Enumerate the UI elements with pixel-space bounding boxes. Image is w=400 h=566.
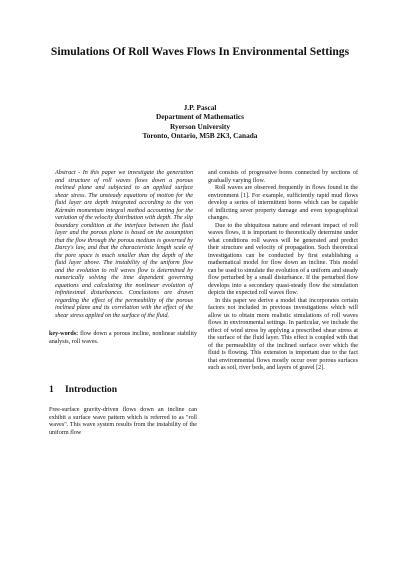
body-paragraph: and consists of progressive bores connected by sections of gradually varying flow.	[208, 170, 358, 184]
author-name: J.P. Pascal	[183, 103, 217, 112]
abstract: Abstract - In this paper we investigate the generation and structure of roll waves flows down a porous inclined plane and subjected to an applied surface shear stress. The unsteady equations of motion for the fluid layer are depth integrated according to the von Kármán momentum integral method accounting for the variation of the velocity distribution with depth. The slip boundary condition at the interface between the fluid layer and the porous plane is based on the assumption that the flow through the porous medium is governed by Darcy's law, and that the characteristic length scale of the pore space is much smaller than the depth of the fluid layer above. The instability of the uniform flow and the evolution to roll waves flow is determined by numerically solving the time dependent governing equations and calculating the nonlinear evolution of infinitesimal disturbances. Conclusions are drawn regarding the effect of the permeability of the porous inclined plane and its correlation with the effect of the shear stress applied on the surface of the fluid.	[55, 170, 193, 319]
paper-title: Simulations Of Roll Waves Flows In Environmental Settings	[50, 45, 350, 58]
section-heading	[49, 384, 197, 395]
author-department: Department of Mathematics	[156, 112, 244, 122]
body-paragraph: Due to the ubiquitous nature and relevant impact of roll waves flows, it is important to theoretically determine under what conditions roll waves will be generated and predict their structure and velocity of propagation. Such theoretical investigations can be conducted by first establishing a mathematical model for flow down an incline. This model can be used to simulate the evolution of a uniform and steady flow perturbed by a small disturbance. If the perturbed flow develops into a secondary quasi-steady flow the simulation depicts the expected roll waves flow.	[208, 222, 358, 297]
intro-paragraph: Free-surface gravity-driven flows down an incline can exhibit a surface wave pattern which is referred to as "roll waves". This wave system results from the instability of the uniform flow	[49, 407, 197, 436]
right-column	[208, 170, 358, 373]
body-paragraph: In this paper we derive a model that incorporates certain factors not included in previous investigations which will allow us to obtain more realistic simulations of roll waves flows in environmental settings. In particular, we include the effect of wind stress by applying a prescribed shear stress at the surface of the fluid layer. This effect is coupled with that of the permeability of the inclined surface over which the fluid is flowing. This extension is important due to the fact that environmental flows mostly occur over porous surfaces such as soil, river beds, and layers of gravel [2].	[208, 297, 358, 372]
author-university: Ryerson University	[170, 121, 230, 131]
body-paragraph: Roll waves are observed frequently in flows found in the environment [1]. For example, sufficiently rapid mud flows develop a series of intermittent bores which can be capable of inflicting sever property damage and even topographical changes.	[208, 185, 358, 222]
author-block	[60, 103, 340, 141]
keywords	[49, 331, 197, 346]
author-address: Toronto, Ontario, M5B 2K3, Canada	[142, 131, 258, 141]
keywords-label: key-words:	[49, 331, 79, 338]
section-number: 1	[49, 384, 54, 396]
section-title: Introduction	[65, 384, 118, 396]
keywords-text: flow down a porous incline, nonlinear stability analysis, roll waves.	[49, 331, 197, 345]
left-column	[49, 170, 197, 437]
